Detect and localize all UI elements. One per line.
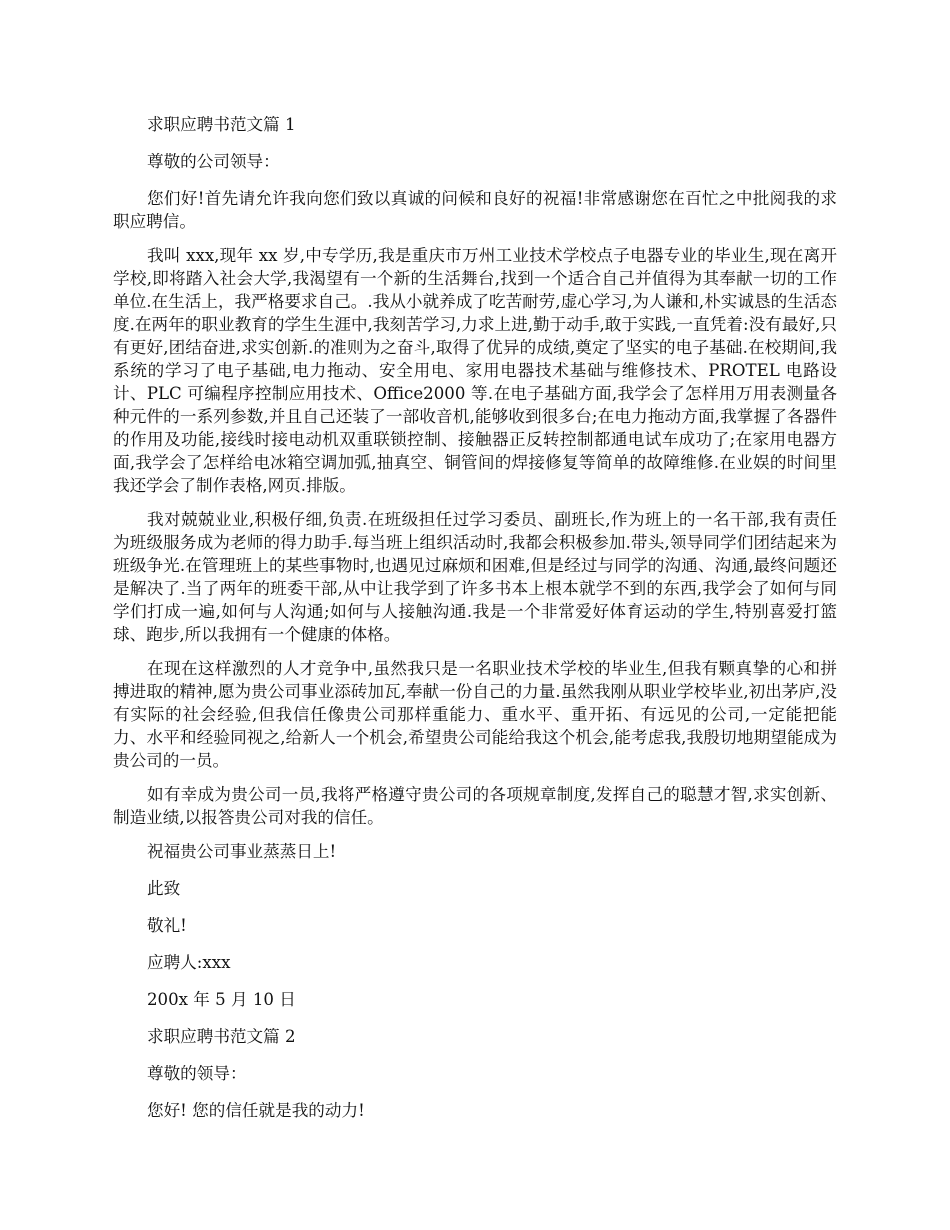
section-title-2: 求职应聘书范文篇 2 [147,1027,296,1046]
opening-line-2: 您好! 您的信任就是我的动力! [147,1101,365,1120]
body-paragraph: 您们好!首先请允许我向您们致以真诚的问候和良好的祝福!非常感谢您在百忙之中批阅我的求职应聘信。 [113,189,837,231]
body-paragraph: 在现在这样激烈的人才竞争中,虽然我只是一名职业技术学校的毕业生,但我有颗真挚的心和拼搏进取的精神,愿为贵公司事业添砖加瓦,奉献一份自己的力量.虽然我刚从职业学校毕业,初出茅庐,没有实际的社会经验,但我信任像贵公司那样重能力、重水平、重开拓、有远见的公司,一定能把能力、水平和经验同视之,给新人一个机会,希望贵公司能给我这个机会,能考虑我,我殷切地期望能成为贵公司的一员。 [113,659,837,770]
closing-salute: 敬礼! [147,916,187,935]
applicant-signature: 应聘人:xxx [147,953,231,972]
closing-wish: 祝福贵公司事业蒸蒸日上! [147,842,337,861]
body-paragraph: 如有幸成为贵公司一员,我将严格遵守贵公司的各项规章制度,发挥自己的聪慧才智,求实创新、制造业绩,以报答贵公司对我的信任。 [113,785,837,827]
salutation-1: 尊敬的公司领导： [147,152,280,171]
letter-date: 200x 年 5 月 10 日 [147,990,296,1009]
body-paragraph: 我对兢兢业业,积极仔细,负责.在班级担任过学习委员、副班长,作为班上的一名干部,我有责任为班级服务成为老师的得力助手.每当班上组织活动时,我都会积极参加.带头,领导同学们团结起来为班级争光.在管理班上的某些事物时,也遇见过麻烦和困难,但是经过与同学的沟通、沟通,最终问题还是解决了.当了两年的班委干部,从中让我学到了许多书本上根本就学不到的东西,我学会了如何与同学们打成一遍,如何与人沟通;如何与人接触沟通.我是一个非常爱好体育运动的学生,特别喜爱打篮球、跑步,所以我拥有一个健康的体格。 [113,510,837,644]
body-paragraph: 我叫 xxx,现年 xx 岁,中专学历,我是重庆市万州工业技术学校点子电器专业的毕业生,现在离开学校,即将踏入社会大学,我渴望有一个新的生活舞台,找到一个适合自己并值得为其奉献一切的工作单位.在生活上，我严格要求自己。.我从小就养成了吃苦耐劳,虚心学习,为人谦和,朴实诚恳的生活态度.在两年的职业教育的学生生涯中,我刻苦学习,力求上进,勤于动手,敢于实践,一直凭着:没有最好,只有更好,团结奋进,求实创新.的准则为之奋斗,取得了优异的成绩,奠定了坚实的电子基础.在校期间,我系统的学习了电子基础,电力拖动、安全用电、家用电器技术基础与维修技术、PROTEL 电路设计、PLC 可编程序控制应用技术、Office2000 等.在电子基础方面,我学会了怎样用万用表测量各种元件的一系列参数,并且自己还装了一部收音机,能够收到很多台;在电力拖动方面,我掌握了各器件的作用及功能,接线时接电动机双重联锁控制、接触器正反转控制都通电试车成功了;在家用电器方面,我学会了怎样给电冰箱空调加弧,抽真空、铜管间的焊接修复等简单的故障维修.在业娱的时间里我还学会了制作表格,网页.排版。 [113,246,837,495]
salutation-2: 尊敬的领导： [147,1064,247,1083]
document-page [113,113,837,1136]
closing-line: 此致 [147,879,181,898]
section-title-1: 求职应聘书范文篇 1 [147,115,296,134]
